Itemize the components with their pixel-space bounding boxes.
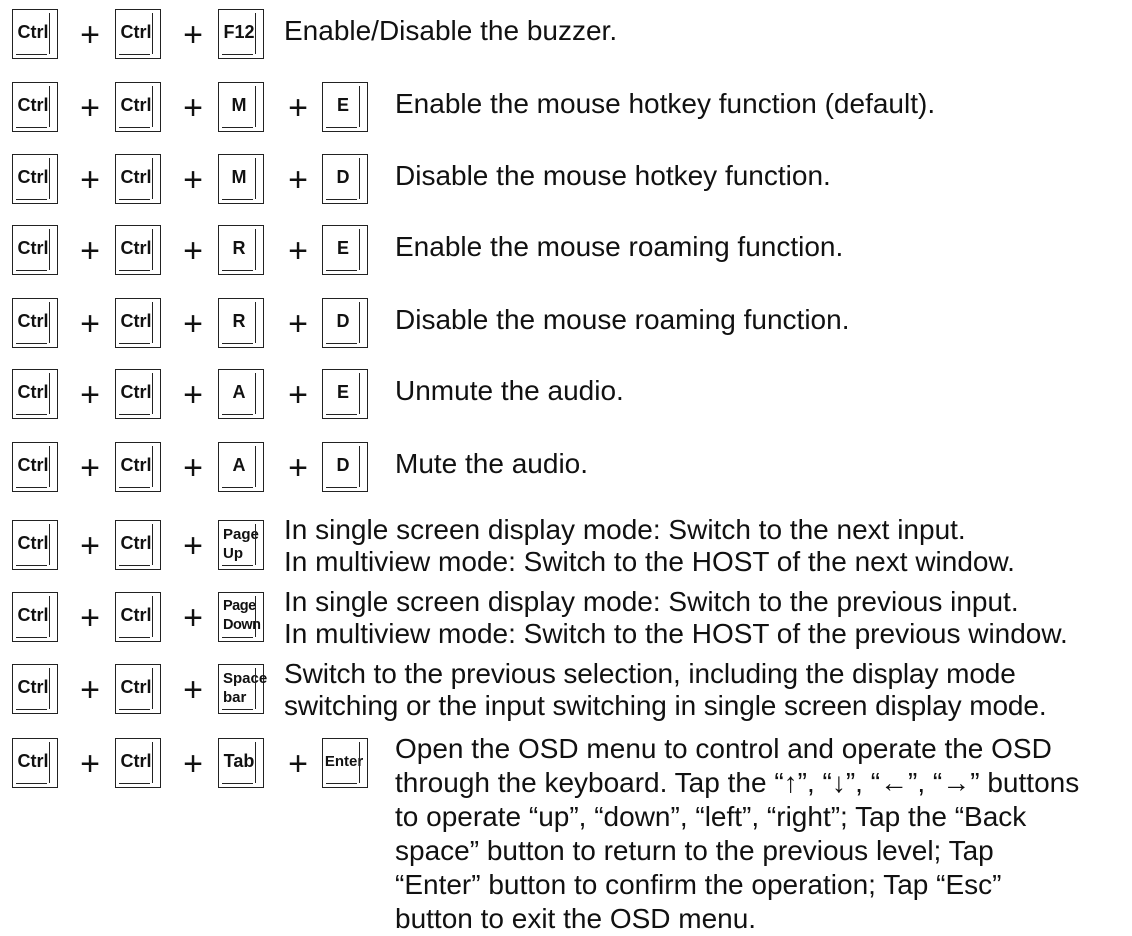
keycap — [322, 442, 368, 492]
description-line: to operate “up”, “down”, “left”, “right”; Tap the “Back — [395, 801, 1027, 832]
hotkey-row — [0, 7, 1132, 71]
description-line: Enable the mouse hotkey function (default). — [395, 88, 936, 119]
plus-sign: + — [183, 527, 203, 565]
plus-sign: + — [183, 161, 203, 199]
keycap — [115, 9, 161, 59]
keycap-label: Ctrl — [120, 21, 152, 42]
keycap-label: Ctrl — [120, 166, 152, 187]
hotkey-description — [284, 15, 617, 47]
plus-sign: + — [288, 449, 308, 487]
keycap-label: Ctrl — [17, 94, 49, 115]
keycap-label: Ctrl — [17, 676, 49, 697]
description-line: “Enter” button to confirm the operation; Tap “Esc” — [395, 869, 1002, 900]
description-line: through the keyboard. Tap the “↑”, “↓”, “←”, “→” buttons — [395, 767, 1080, 798]
keycap-label: Ctrl — [120, 676, 152, 697]
plus-sign: + — [183, 599, 203, 637]
plus-sign: + — [80, 671, 100, 709]
hotkey-description — [395, 448, 588, 480]
keycap-label — [223, 594, 261, 638]
keycap-label: M — [231, 94, 247, 115]
description-line: Switch to the previous selection, including the display mode — [284, 658, 1016, 689]
hotkey-row — [0, 514, 1132, 582]
description-line: Enable the mouse roaming function. — [395, 231, 844, 262]
plus-sign: + — [288, 89, 308, 127]
hotkey-description — [395, 732, 1079, 936]
keycap — [115, 738, 161, 788]
keycap — [115, 225, 161, 275]
keycap-label: E — [336, 237, 349, 258]
keycap — [322, 369, 368, 419]
keycap — [322, 298, 368, 348]
plus-sign: + — [183, 16, 203, 54]
plus-sign: + — [80, 599, 100, 637]
description-line: Disable the mouse roaming function. — [395, 304, 850, 335]
keycap — [12, 369, 58, 419]
keycap-label: Enter — [324, 752, 364, 770]
keycap-label — [223, 666, 268, 710]
keycap — [218, 9, 264, 59]
keycap — [12, 664, 58, 714]
keycap — [218, 225, 264, 275]
plus-sign: + — [183, 671, 203, 709]
keycap — [218, 592, 264, 642]
description-line: In single screen display mode: Switch to the next input. — [284, 514, 966, 545]
description-line: space” button to return to the previous level; Tap — [395, 835, 994, 866]
keycap — [218, 369, 264, 419]
keycap-label: E — [336, 381, 349, 402]
hotkey-row — [0, 733, 1132, 934]
plus-sign: + — [288, 305, 308, 343]
plus-sign: + — [80, 232, 100, 270]
keycap-label: Ctrl — [120, 94, 152, 115]
keycap-label: R — [232, 237, 246, 258]
hotkey-row — [0, 440, 1132, 504]
keycap-label: Ctrl — [120, 381, 152, 402]
keycap-label — [223, 522, 261, 566]
keycap-label-line: Page — [223, 526, 259, 543]
keycap-label: Ctrl — [17, 166, 49, 187]
description-line: In multiview mode: Switch to the HOST of the previous window. — [284, 618, 1068, 649]
keycap-label-line: Up — [223, 545, 243, 562]
hotkey-description — [395, 88, 935, 120]
plus-sign: + — [288, 232, 308, 270]
keycap — [12, 82, 58, 132]
plus-sign: + — [80, 376, 100, 414]
keycap — [322, 225, 368, 275]
keycap-label: Ctrl — [120, 532, 152, 553]
description-line: In single screen display mode: Switch to the previous input. — [284, 586, 1019, 617]
description-line: In multiview mode: Switch to the HOST of the next window. — [284, 546, 1015, 577]
keycap-label-line: Space — [223, 670, 268, 687]
keycap-label: Ctrl — [120, 454, 152, 475]
keycap-label: Ctrl — [120, 750, 152, 771]
hotkey-row — [0, 586, 1132, 654]
keycap-label: Ctrl — [120, 310, 152, 331]
keycap — [12, 154, 58, 204]
keycap — [12, 225, 58, 275]
hotkey-row — [0, 152, 1132, 216]
plus-sign: + — [183, 745, 203, 783]
keycap — [115, 369, 161, 419]
description-line: Mute the audio. — [395, 448, 589, 479]
plus-sign: + — [288, 745, 308, 783]
keycap — [115, 664, 161, 714]
keycap-label: Ctrl — [17, 532, 49, 553]
keycap-label-line: Down — [223, 617, 261, 633]
plus-sign: + — [183, 89, 203, 127]
keycap-label: R — [232, 310, 246, 331]
keycap — [115, 592, 161, 642]
plus-sign: + — [183, 449, 203, 487]
keycap — [12, 520, 58, 570]
hotkey-row — [0, 367, 1132, 431]
keycap — [322, 82, 368, 132]
plus-sign: + — [288, 161, 308, 199]
keycap-label: Tab — [223, 750, 255, 771]
keycap — [12, 442, 58, 492]
keycap-label: Ctrl — [17, 750, 49, 771]
keycap-label: Ctrl — [17, 310, 49, 331]
hotkey-description — [395, 304, 849, 336]
description-line: Disable the mouse hotkey function. — [395, 160, 831, 191]
description-line: Enable/Disable the buzzer. — [284, 15, 618, 46]
keycap — [115, 442, 161, 492]
hotkey-row — [0, 296, 1132, 360]
hotkey-row — [0, 80, 1132, 144]
hotkey-description — [284, 658, 1047, 722]
keycap — [115, 520, 161, 570]
plus-sign: + — [80, 527, 100, 565]
keycap — [218, 154, 264, 204]
plus-sign: + — [80, 16, 100, 54]
keycap — [322, 154, 368, 204]
plus-sign: + — [80, 449, 100, 487]
description-line: Unmute the audio. — [395, 375, 624, 406]
keycap-label: D — [336, 310, 350, 331]
keycap — [115, 154, 161, 204]
keycap-label-line: Page — [223, 598, 256, 614]
plus-sign: + — [183, 305, 203, 343]
keycap-label: F12 — [223, 21, 255, 42]
keycap-label: A — [232, 381, 246, 402]
hotkey-row — [0, 658, 1132, 726]
keycap-label: D — [336, 166, 350, 187]
description-line: button to exit the OSD menu. — [395, 903, 757, 934]
plus-sign: + — [80, 305, 100, 343]
keycap-label: Ctrl — [120, 237, 152, 258]
keycap — [218, 738, 264, 788]
description-line: Open the OSD menu to control and operate the OSD — [395, 733, 1052, 764]
plus-sign: + — [80, 161, 100, 199]
plus-sign: + — [288, 376, 308, 414]
hotkey-description — [284, 586, 1068, 650]
keycap-label: Ctrl — [17, 381, 49, 402]
keycap-label: Ctrl — [120, 604, 152, 625]
keycap — [218, 82, 264, 132]
description-line: switching or the input switching in single screen display mode. — [284, 690, 1047, 721]
keycap — [115, 82, 161, 132]
hotkey-description — [395, 231, 843, 263]
plus-sign: + — [80, 745, 100, 783]
keycap — [218, 298, 264, 348]
keycap-label: Ctrl — [17, 454, 49, 475]
keycap-label: Ctrl — [17, 604, 49, 625]
hotkey-description — [284, 514, 1015, 578]
keycap — [12, 738, 58, 788]
plus-sign: + — [183, 376, 203, 414]
hotkey-description — [395, 375, 624, 407]
keycap — [218, 442, 264, 492]
keycap — [12, 9, 58, 59]
keycap — [115, 298, 161, 348]
keycap — [322, 738, 368, 788]
keycap-label: A — [232, 454, 246, 475]
keycap-label-line: bar — [223, 689, 247, 706]
keycap — [12, 298, 58, 348]
keycap — [218, 520, 264, 570]
hotkey-row — [0, 223, 1132, 287]
keycap — [218, 664, 268, 714]
keycap — [12, 592, 58, 642]
keycap-label: Ctrl — [17, 237, 49, 258]
plus-sign: + — [80, 89, 100, 127]
plus-sign: + — [183, 232, 203, 270]
hotkey-description — [395, 160, 831, 192]
keycap-label: Ctrl — [17, 21, 49, 42]
keycap-label: E — [336, 94, 349, 115]
keycap-label: D — [336, 454, 350, 475]
keycap-label: M — [231, 166, 247, 187]
